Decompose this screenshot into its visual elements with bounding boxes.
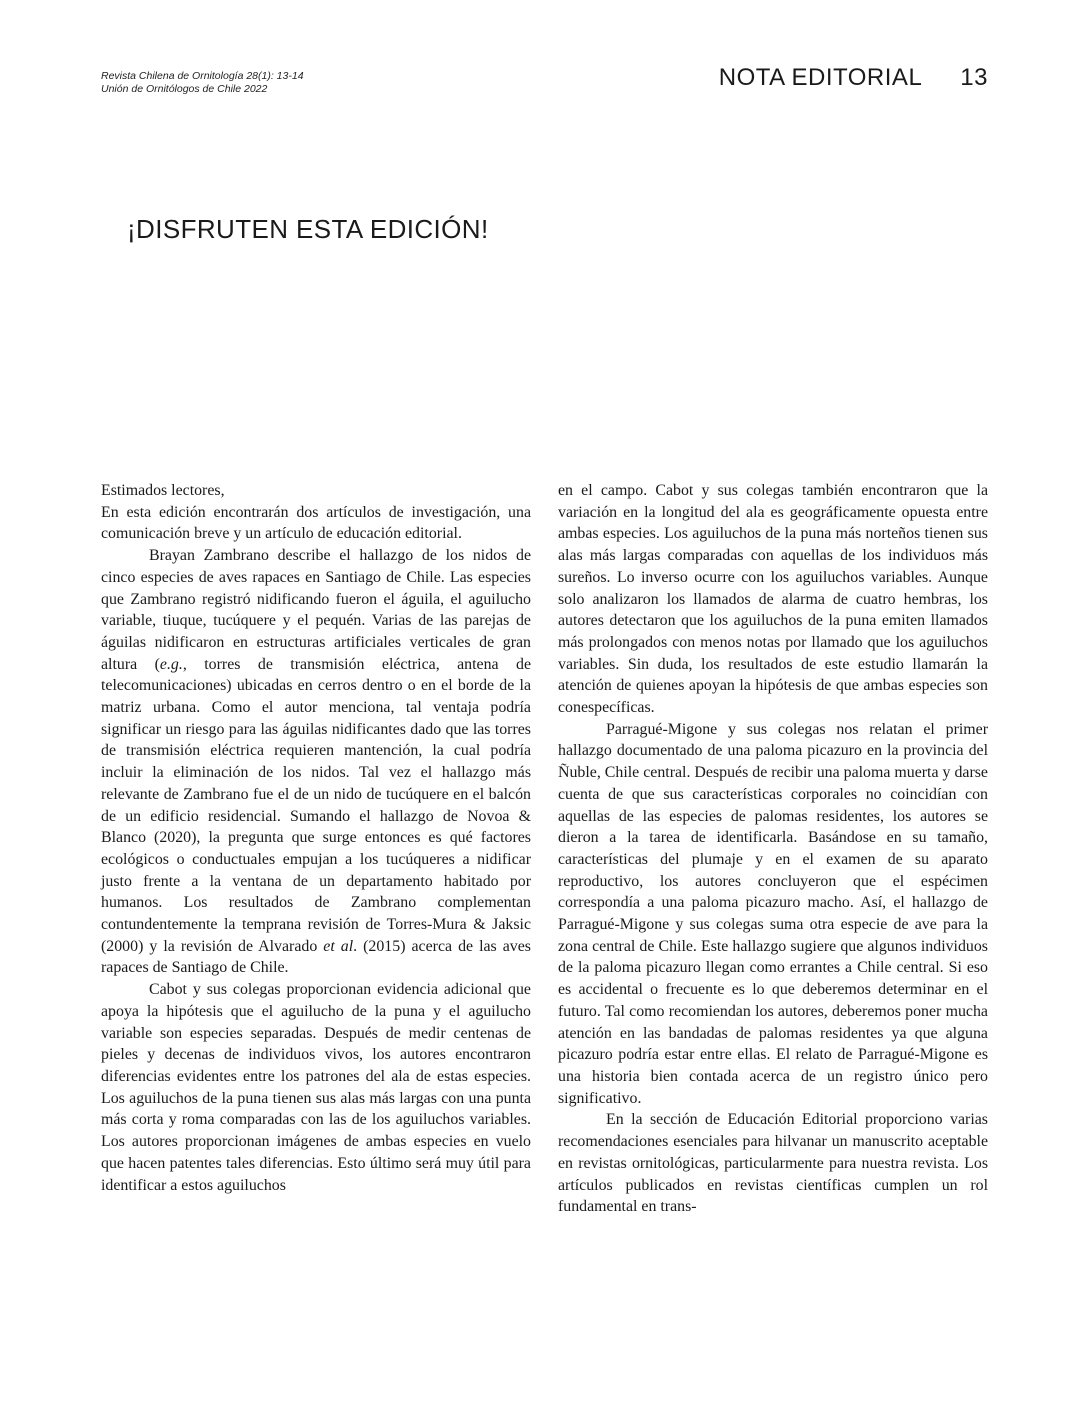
page-number: 13	[960, 64, 988, 91]
publisher-line: Unión de Ornitólogos de Chile 2022	[101, 83, 268, 95]
text-column-left	[101, 480, 531, 1196]
italic-term: et al	[323, 937, 354, 955]
paragraph-parrague: Parragué-Migone y sus colegas nos relatan el primer hallazgo documentado de una paloma picazuro en la provincia del Ñuble, Chile central. Después de recibir una paloma muerta y darse cuenta de que sus características corporales no coincidían con aquellas de las especies de palomas residentes, los autores se dieron a la tarea de identificarla. Basándose en su tamaño, características del plumaje y en el examen de su aparato reproductivo, los autores concluyeron que el espécimen correspondía a una paloma picazuro macho. Así, el hallazgo de Parragué-Migone y sus colegas suma otra especie de ave para la zona central de Chile. Este hallazgo sugiere que algunos individuos de la paloma picazuro llegan como errantes a Chile central. Si eso es accidental o frecuente es lo que deberemos determinar en el futuro. Tal como recomiendan los autores, deberemos poner mucha atención en las bandadas de palomas residentes ya que alguna picazuro podría estar entre ellas. El relato de Parragué-Migone es una historia bien contada acerca de un registro único pero significativo.	[558, 720, 988, 1107]
paragraph-educacion: En la sección de Educación Editorial proporciono varias recomendaciones esenciales para hilvanar un manuscrito aceptable en revistas ornitológicas, particularmente para nuestra revista. Los artículos publicados en revistas científicas cumplen un rol fundamental en trans-	[558, 1111, 988, 1216]
paragraph-cabot: Cabot y sus colegas proporcionan evidencia adicional que apoya la hipótesis que el aguilucho de la puna y el aguilucho variable son especies separadas. Después de medir centenas de pieles y decenas de individuos vivos, los autores encontraron diferencias evidentes entre los patrones del ala de estas especies. Los aguiluchos de la puna tienen sus alas más largas con una punta más corta y roma comparadas con las de los aguiluchos variables. Los autores proporcionan imágenes de ambas especies en vuelo que hacen patentes tales diferencias. Esto último será muy útil para identificar a estos aguiluchos	[101, 981, 531, 1194]
article-title: ¡DISFRUTEN ESTA EDICIÓN!	[127, 214, 489, 244]
paragraph-cabot-continued: en el campo. Cabot y sus colegas también encontraron que la variación en la longitud del ala es geográficamente opuesta entre ambas especies. Los aguiluchos de la puna más norteños tienen sus alas más largas comparadas con aquellas de los individuos más sureños. Lo inverso ocurre con los aguiluchos variables. Aunque solo analizaron los llamados de alarma de cuatro hembras, los autores detectaron que los aguiluchos de la puna emiten llamados más prolongados con menos notas por llamado que los aguiluchos variables. Sin duda, los resultados de este estudio llamarán la atención de quienes apoyan la hipótesis de que ambas especies son conespecíficas.	[558, 482, 988, 717]
paragraph-zambrano	[101, 545, 531, 979]
running-header	[101, 70, 304, 96]
italic-term: e.g.	[159, 655, 183, 673]
text-column-right	[558, 480, 988, 1218]
text-run: Brayan Zambrano describe el hallazgo de los nidos de cinco especies de aves rapaces en Santiago de Chile. Las especies que Zambrano registró nidificando fueron el águila, el aguilucho variable, tiuque, tucúquere y el pequén. Varias de las parejas de águilas nidificaron en estructuras artificiales verticales de gran altura (	[101, 547, 531, 673]
text-run: , torres de transmisión eléctrica, antena de telecomunicaciones) ubicadas en cerros dentro o en el borde de la matriz urbana. Como el autor menciona, tal ventaja podría significar un riesgo para las águilas nidificantes dado que las torres de transmisión eléctrica requieren mantención, la cual podría incluir la eliminación de los nidos. Tal vez el hallazgo más relevante de Zambrano fue el de un nido de tucúquere en el balcón de un edificio residencial. Sumando el hallazgo de Novoa & Blanco (2020), la pregunta que surge entonces es qué factores ecológicos o conductuales empujan a los tucúqueres a nidificar justo frente a la ventana de un departamento habitado por humanos. Los resultados de Zambrano complementan contundentemente la temprana revisión de Torres-Mura & Jaksic (2000) y la revisión de Alvarado	[101, 655, 531, 955]
section-header	[719, 64, 988, 92]
section-label: NOTA EDITORIAL	[718, 64, 923, 91]
salutation: Estimados lectores,	[101, 482, 225, 499]
paragraph-intro: En esta edición encontrarán dos artículos de investigación, una comunicación breve y un artículo de educación editorial.	[101, 503, 531, 543]
journal-citation: Revista Chilena de Ornitología 28(1): 13-14	[101, 70, 304, 82]
text-run: . (2015) acerca de las aves rapaces de Santiago de Chile.	[101, 937, 531, 977]
